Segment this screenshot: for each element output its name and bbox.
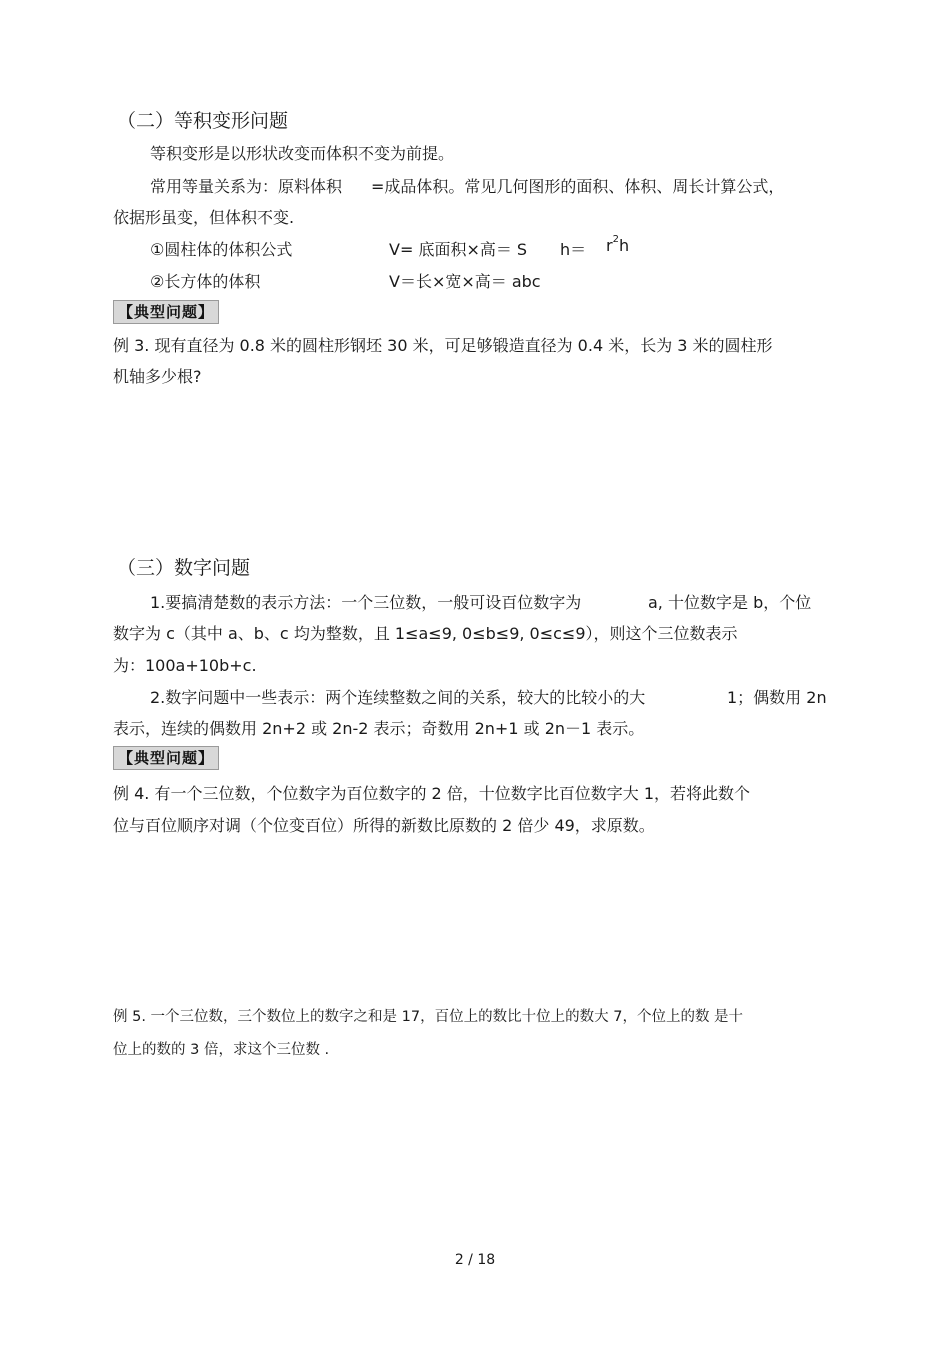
section3-p1-line1: 1.要搞清楚数的表示方法：一个三位数，一般可设百位数字为 — [150, 593, 582, 612]
section3-p1-line3: 为：100a+10b+c. — [113, 656, 257, 675]
formula1-r-letter: r — [606, 236, 613, 255]
example3-line2: 机轴多少根? — [113, 367, 202, 386]
section3-p2-line2: 表示，连续的偶数用 2n+2 或 2n-2 表示；奇数用 2n+1 或 2n－1 表示。 — [113, 719, 645, 738]
formula2-value: V＝长×宽×高＝ abc — [389, 272, 541, 291]
section2-title: （二）等积变形问题 — [117, 110, 289, 132]
section3-p1-line2: 数字为 c（其中 a、b、c 均为整数，且 1≤a≤9, 0≤b≤9, 0≤c≤9），则这个三位数表示 — [113, 624, 738, 643]
section3-p2-a: 1；偶数用 2n — [727, 688, 827, 707]
page-number: 2 / 18 — [454, 1252, 496, 1268]
typical-tag-1: 【典型问题】 — [113, 300, 219, 324]
formula1-value: V= 底面积×高＝ S — [389, 240, 528, 259]
example5-line1: 例 5. 一个三位数，三个数位上的数字之和是 17，百位上的数比十位上的数大 7，个位上的数 是十 — [113, 1009, 744, 1025]
formula1-exponent: 2 — [612, 234, 619, 245]
example4-line1: 例 4. 有一个三位数，个位数字为百位数字的 2 倍，十位数字比百位数字大 1，若将此数个 — [113, 784, 751, 803]
section3-title: （三）数字问题 — [117, 557, 251, 579]
section3-p1-a: a, 十位数字是 b，个位 — [648, 593, 812, 612]
example3-line1: 例 3. 现有直径为 0.8 米的圆柱形钢坯 30 米，可足够锻造直径为 0.4 米，长为 3 米的圆柱形 — [113, 336, 773, 355]
formula1-label: ①圆柱体的体积公式 — [150, 240, 293, 259]
relation-text-a: 常用等量关系为：原料体积 — [150, 177, 343, 196]
relation-text-b: =成品体积。常见几何图形的面积、体积、周长计算公式， — [371, 177, 785, 196]
formula1-h: h＝ — [560, 240, 587, 259]
example5-line2: 位上的数的 3 倍，求这个三位数 . — [113, 1042, 330, 1058]
typical-tag-2: 【典型问题】 — [113, 746, 219, 770]
section3-p2-line1: 2.数字问题中一些表示：两个连续整数之间的关系，较大的比较小的大 — [150, 688, 646, 707]
section2-intro: 等积变形是以形状改变而体积不变为前提。 — [150, 144, 455, 163]
formula2-label: ②长方体的体积 — [150, 272, 261, 291]
formula1-h2: h — [618, 236, 630, 255]
formula1-r — [606, 236, 629, 259]
relation-text-c: 依据形虽变，但体积不变. — [113, 208, 295, 227]
example4-line2: 位与百位顺序对调（个位变百位）所得的新数比原数的 2 倍少 49，求原数。 — [113, 816, 655, 835]
